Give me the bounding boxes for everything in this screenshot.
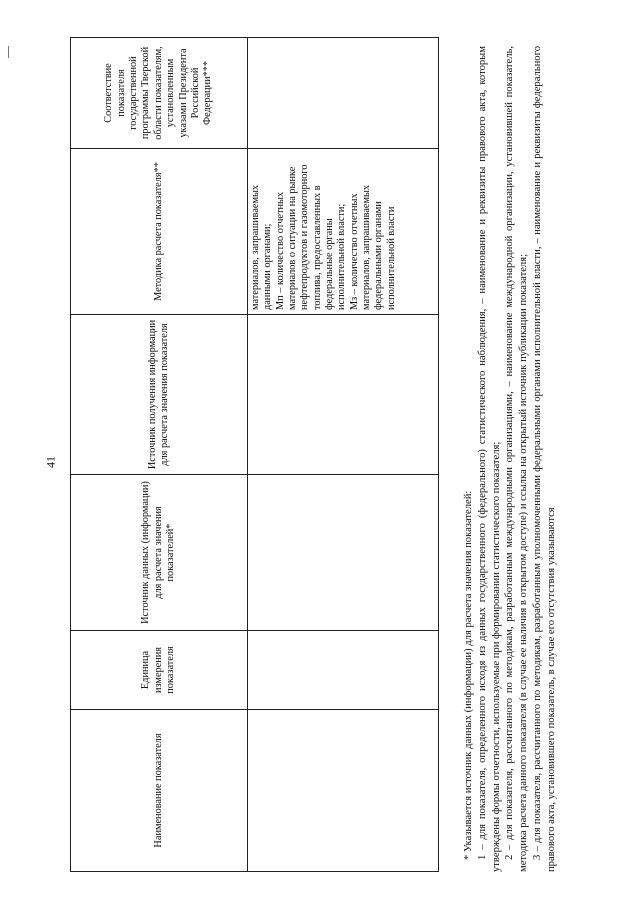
page-number: 41 (43, 456, 58, 468)
table-row (248, 38, 439, 872)
footnote-item: 3 – для показателя, рассчитанного по методикам, разработанным уполномоченными федеральными органами исполнительной власти, – наименование и реквизиты федерального правового акта, установившего показатель, в случае его отсутствия указываются (531, 46, 557, 872)
footnote-intro: * Указывается источник данных (информации) для расчета значения показателей: (463, 490, 474, 860)
footnote-item: 2 – для показателя, рассчитанного по методикам, разработанным международными организациями, – наименование международной организации, установившей показатель, методика расчета данного показателя (в случае ее наличия в открытом доступе) и ссылка на открытый источник публикации показателя; (504, 46, 530, 872)
cell-unit (248, 631, 439, 710)
cell-calculation-method (248, 149, 439, 315)
header-unit: Единица измерения показателя (71, 631, 248, 710)
header-compliance: Соответствие показателя государственной программы Тверской области показателям, установленным указами Президента Российской Федерации*** (71, 38, 248, 149)
indicator-table (70, 37, 439, 872)
header-info-source: Источник получения информации для расчета значения показателя (71, 315, 248, 475)
footnotes (462, 46, 558, 872)
method-line: Мз – количество отчетных материалов, запрашиваемых федеральными органами исполнительной власти (348, 184, 397, 310)
margin-mark (8, 46, 9, 58)
method-line: материалов, запрашиваемых данными органами; (250, 184, 274, 310)
header-calculation-method: Методика расчета показателя** (71, 149, 248, 315)
footnote-item: 1 – для показателя, определенного исходя из данных государственного (федерального) статистического наблюдения, – наименование и реквизиты правового акта, которым утверждены формы отчетности, используемые при формировании статистического показателя; (476, 46, 502, 872)
cell-info-source (248, 315, 439, 475)
rotated-page-content (70, 34, 618, 872)
header-data-source: Источник данных (информации) для расчета значения показателей* (71, 475, 248, 631)
header-indicator-name: Наименование показателя (71, 710, 248, 872)
cell-compliance (248, 38, 439, 149)
cell-data-source (248, 475, 439, 631)
table-header-row (71, 38, 248, 872)
cell-indicator-name (248, 710, 439, 872)
method-line: Мп – количество отчетных материалов о ситуации на рынке нефтепродуктов и газомоторного топлива, предоставленных в федеральные органы исполнительной власти; (274, 164, 348, 310)
